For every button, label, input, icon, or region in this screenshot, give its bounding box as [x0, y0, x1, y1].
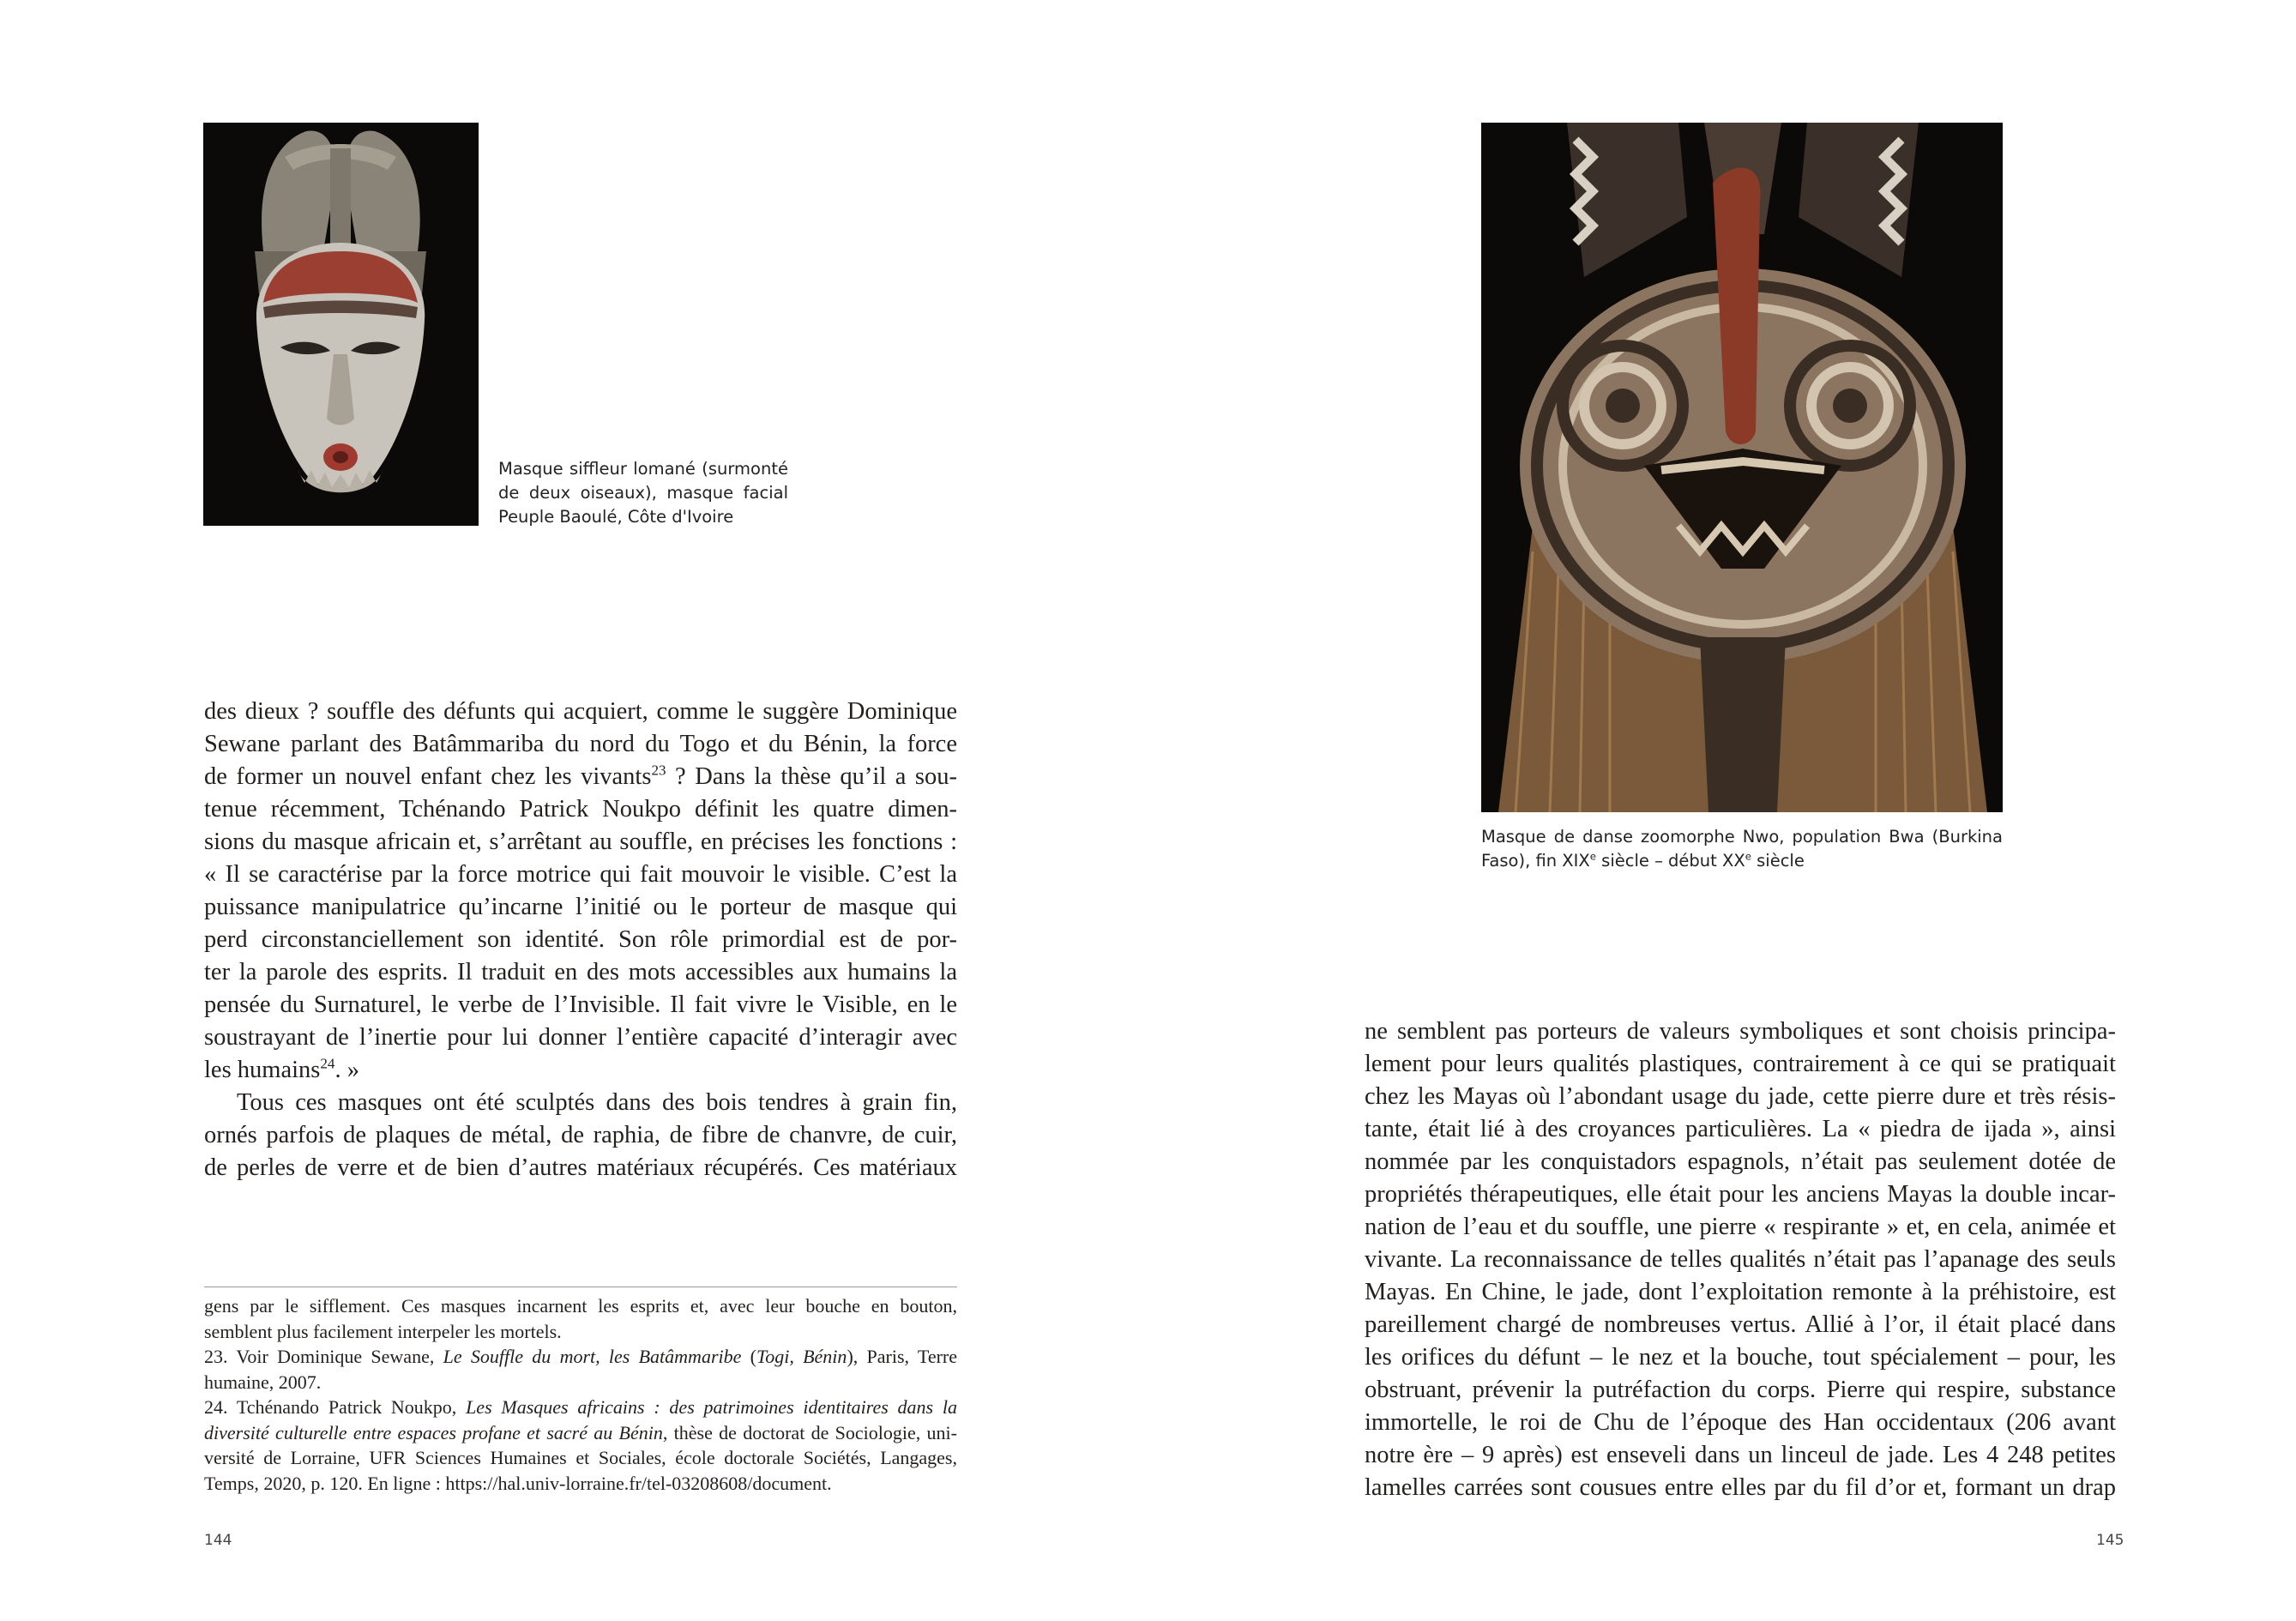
caption-line: [1481, 849, 2003, 873]
footnote-23: [204, 1344, 957, 1370]
body-line: des dieux ? souffle des défunts qui acquiert, comme le suggère Dominique: [204, 698, 957, 725]
footnote-line: gens par le sifflement. Ces masques incarnent les esprits et, avec leur bouche en bouton,: [204, 1295, 957, 1317]
footnote-fragment: , thèse de doctorat de Sociologie, uni-: [662, 1421, 957, 1443]
caption-line: de deux oiseaux), masque facial: [498, 483, 788, 503]
body-line: Mayas. En Chine, le jade, dont l’exploitation remonte à la préhistoire, est: [1365, 1279, 2116, 1305]
footnote-fragment: 23. Voir Dominique Sewane,: [204, 1346, 443, 1367]
page-number: 145: [2096, 1532, 2124, 1549]
body-line: soustrayant de l’inertie pour lui donner l’entière capacité d’interagir avec: [204, 1024, 957, 1051]
caption-superscript: e: [1745, 850, 1751, 863]
footnote-line: versité de Lorraine, UFR Sciences Humaines et Sociales, école doctorale Sociétés, Langages,: [204, 1447, 957, 1468]
body-line: Tous ces masques ont été sculptés dans des bois tendres à grain fin,: [237, 1089, 957, 1116]
mask-illustration-icon: [203, 123, 479, 526]
baoule-mask-photo: [203, 123, 479, 526]
caption-line: Masque de danse zoomorphe Nwo, population Bwa (Burkina: [1481, 827, 2003, 847]
body-fragment: ? Dans la thèse qu’il a sou-: [666, 763, 957, 790]
left-footnotes: [204, 1293, 957, 1496]
body-line: notre ère – 9 après) est enseveli dans un linceul de jade. Les 4 248 petites: [1365, 1442, 2116, 1468]
body-line: obstruant, prévenir la putréfaction du corps. Pierre qui respire, substance: [1365, 1377, 2116, 1403]
right-page: [1148, 0, 2295, 1621]
body-line: puissance manipulatrice qu’incarne l’initié ou le porteur de masque qui: [204, 894, 957, 920]
body-line: tante, était lié à des croyances particulières. La « piedra de ijada », ainsi: [1365, 1116, 2116, 1142]
caption-fragment: siècle: [1751, 851, 1805, 871]
footnote-line: humaine, 2007.: [204, 1371, 322, 1393]
footnote-place: Togi, Bénin: [756, 1346, 847, 1367]
footnote-url-line[interactable]: Temps, 2020, p. 120. En ligne : https://hal.univ-lorraine.fr/tel-03208608/document.: [204, 1472, 832, 1494]
caption-fragment: Faso), fin XIX: [1481, 851, 1590, 871]
body-line: ornés parfois de plaques de métal, de raphia, de fibre de chanvre, de cuir,: [204, 1122, 957, 1148]
body-line: « Il se caractérise par la force motrice qui fait mouvoir le visible. C’est la: [204, 861, 957, 888]
left-body-text: [204, 696, 957, 1184]
footnote-fragment: ), Paris, Terre: [847, 1346, 958, 1367]
body-line: ter la parole des esprits. Il traduit en des mots accessibles aux humains la: [204, 959, 957, 985]
caption-line: Peuple Baoulé, Côte d'Ivoire: [498, 507, 734, 527]
body-line: immortelle, le roi de Chu de l’époque des Han occidentaux (206 avant: [1365, 1409, 2116, 1436]
body-line: pensée du Surnaturel, le verbe de l’Invisible. Il fait vivre le Visible, en le: [204, 991, 957, 1018]
body-line: pareillement chargé de nombreuses vertus. Allié à l’or, il était placé dans: [1365, 1311, 2116, 1338]
caption-superscript: e: [1589, 850, 1596, 863]
footnote-fragment: (: [741, 1346, 756, 1367]
body-line: propriétés thérapeutiques, elle était pour les anciens Mayas la double incar-: [1365, 1181, 2116, 1208]
footnote-fragment: 24. Tchénando Patrick Noukpo,: [204, 1396, 467, 1418]
body-line: [204, 761, 957, 793]
bwa-nwo-mask-photo: [1481, 123, 2003, 812]
right-figure-caption: [1481, 825, 2003, 873]
body-line: lamelles carrées sont cousues entre elles par du fil d’or et, formant un drap: [1365, 1474, 2116, 1501]
page-number: 144: [204, 1532, 232, 1549]
footnote-line: semblent plus facilement interpeler les mortels.: [204, 1320, 562, 1342]
footnote-title: diversité culturelle entre espaces profane et sacré au Bénin: [204, 1421, 663, 1443]
body-line: ne semblent pas porteurs de valeurs symboliques et sont choisis principa-: [1365, 1018, 2116, 1045]
body-line: nommée par les conquistadors espagnols, n’était pas seulement dotée de: [1365, 1148, 2116, 1175]
body-fragment: de former un nouvel enfant chez les vivants: [204, 763, 652, 790]
body-line: nation de l’eau et du souffle, une pierre « respirante » et, en cela, animée et: [1365, 1214, 2116, 1240]
footnote-ref-24[interactable]: 24: [320, 1055, 335, 1072]
body-fragment: . »: [334, 1057, 359, 1083]
body-fragment: les humains: [204, 1057, 321, 1083]
body-line: [204, 1054, 957, 1087]
body-line: de perles de verre et de bien d’autres matériaux récupérés. Ces matériaux: [204, 1154, 957, 1181]
body-line: sions du masque africain et, s’arrêtant au souffle, en précises les fonctions :: [204, 829, 957, 855]
caption-fragment: siècle – début XX: [1595, 851, 1745, 871]
footnote-24: [204, 1395, 957, 1420]
caption-line: Masque siffleur lomané (surmonté: [498, 459, 788, 479]
left-figure-caption: [498, 457, 788, 529]
body-line: vivante. La reconnaissance de telles qualités n’était pas l’apanage des seuls: [1365, 1246, 2116, 1273]
footnote-line: [204, 1420, 957, 1446]
footnote-title: Le Souffle du mort, les Batâmmaribe: [443, 1346, 742, 1367]
footnote-title: Les Masques africains : des patrimoines identitaires dans la: [466, 1396, 957, 1418]
body-line: Sewane parlant des Batâmmariba du nord du Togo et du Bénin, la force: [204, 731, 957, 757]
body-line: chez les Mayas où l’abondant usage du jade, cette pierre dure et très résis-: [1365, 1083, 2116, 1110]
mask-illustration-icon: [1481, 123, 2003, 812]
right-body-text: [1365, 1015, 2116, 1504]
body-line: tenue récemment, Tchénando Patrick Noukpo définit les quatre dimen-: [204, 796, 957, 823]
body-line: perd circonstanciellement son identité. Son rôle primordial est de por-: [204, 926, 957, 953]
body-line: les orifices du défunt – le nez et la bouche, tout spécialement – pour, les: [1365, 1344, 2116, 1371]
body-line: lement pour leurs qualités plastiques, contrairement à ce qui se pratiquait: [1365, 1051, 2116, 1077]
footnote-ref-23[interactable]: 23: [651, 762, 666, 779]
